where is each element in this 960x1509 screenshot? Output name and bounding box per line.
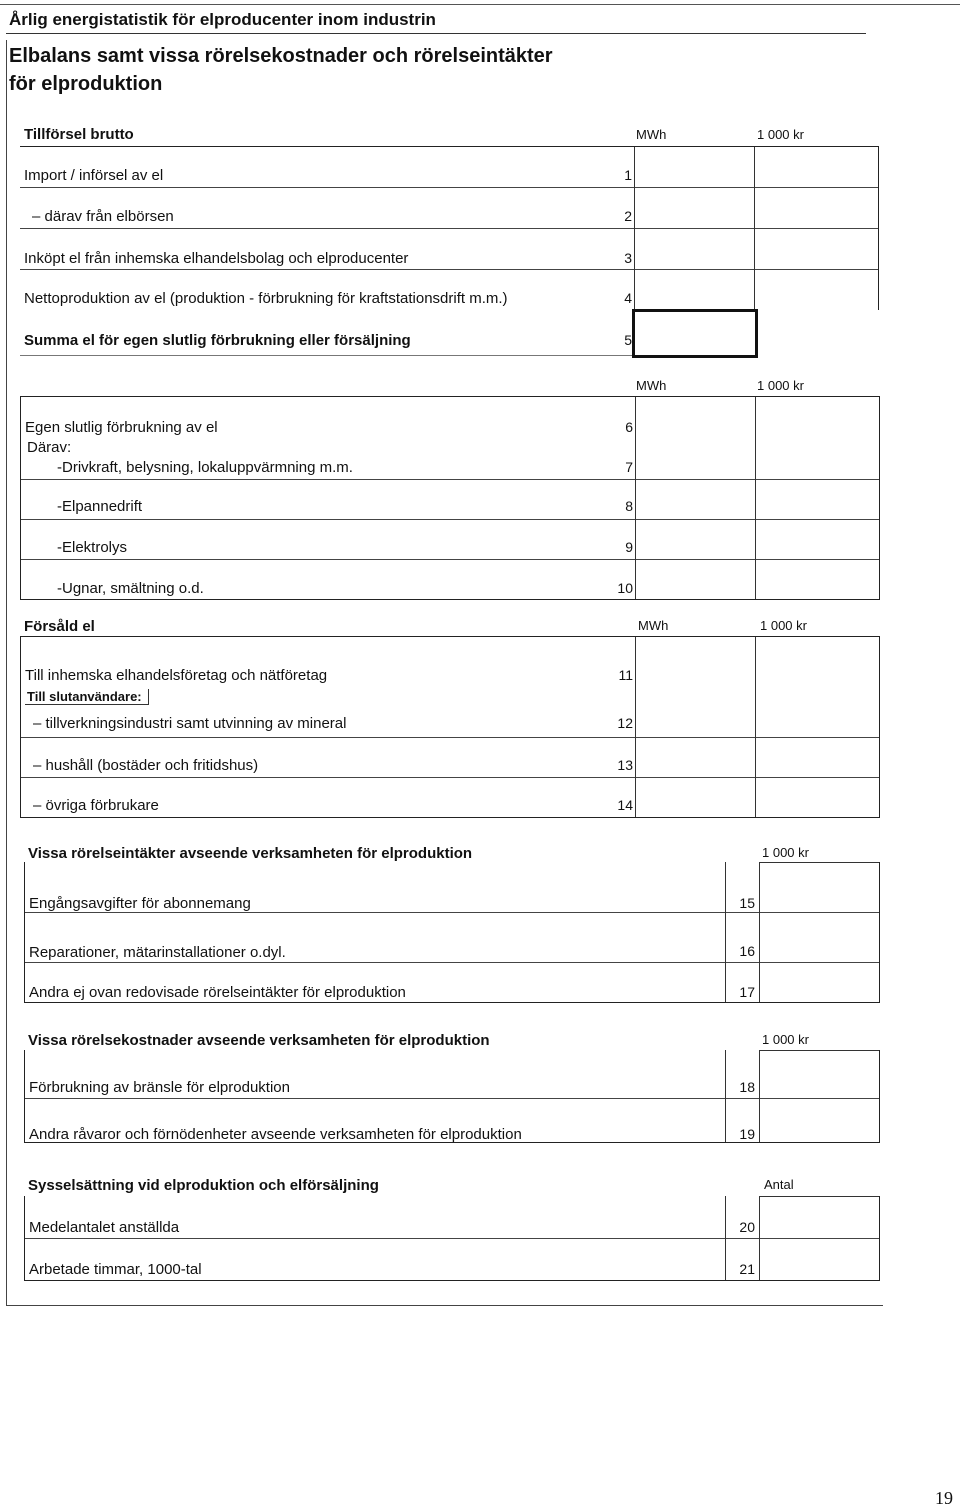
table-row bbox=[25, 1238, 879, 1281]
row-label: Reparationer, mätarinstallationer o.dyl. bbox=[29, 944, 286, 961]
costs-table bbox=[24, 1050, 880, 1143]
row-number: 15 bbox=[739, 895, 755, 911]
row-label: Engångsavgifter för abonnemang bbox=[29, 895, 251, 912]
employment-unit: Antal bbox=[764, 1177, 794, 1192]
section-sold-label: Försåld el bbox=[24, 618, 95, 635]
income-unit-kr: 1 000 kr bbox=[762, 845, 809, 860]
row-label: -Elektrolys bbox=[57, 539, 128, 556]
row-label: Andra ej ovan redovisade rörelseintäkter för elproduktion bbox=[29, 984, 406, 1001]
row-number: 9 bbox=[625, 539, 633, 555]
column-divider bbox=[725, 862, 726, 1002]
document-title: Årlig energistatistik för elproducenter inom industrin bbox=[9, 10, 436, 29]
row-number: 16 bbox=[739, 943, 755, 959]
row-number: 10 bbox=[617, 580, 633, 596]
row-number: 8 bbox=[625, 498, 633, 514]
supply-table bbox=[20, 146, 879, 310]
row-number: 19 bbox=[739, 1126, 755, 1142]
row-number: 1 bbox=[624, 167, 632, 183]
row-number: 2 bbox=[624, 208, 632, 224]
row-label: Inköpt el från inhemska elhandelsbolag och elproducenter bbox=[24, 250, 409, 267]
consumption-unit-kr: 1 000 kr bbox=[757, 378, 804, 393]
slutanvandare-label: Till slutanvändare: bbox=[25, 689, 149, 705]
sold-table bbox=[20, 636, 880, 818]
costs-unit-kr: 1 000 kr bbox=[762, 1032, 809, 1047]
sold-kr-input[interactable] bbox=[756, 637, 878, 817]
daerav-label: Därav: bbox=[27, 439, 72, 456]
supply-mwh-input[interactable] bbox=[635, 147, 754, 310]
sold-unit-kr: 1 000 kr bbox=[760, 618, 807, 633]
consumption-table bbox=[20, 396, 880, 600]
table-row bbox=[25, 1098, 879, 1143]
table-row bbox=[25, 862, 879, 912]
table-row bbox=[25, 912, 879, 963]
title-rule bbox=[6, 33, 866, 34]
row-number: 7 bbox=[625, 459, 633, 475]
supply-total-input[interactable] bbox=[632, 309, 758, 358]
income-kr-input[interactable] bbox=[760, 862, 878, 1002]
page-number: 19 bbox=[935, 1488, 953, 1508]
table-row bbox=[25, 1050, 879, 1098]
row-label: Förbrukning av bränsle för elproduktion bbox=[29, 1079, 290, 1096]
row-number: 6 bbox=[625, 419, 633, 435]
row-number: 12 bbox=[617, 715, 633, 731]
row-label: Andra råvaror och förnödenheter avseende verksamheten för elproduktion bbox=[29, 1126, 522, 1143]
row-number: 17 bbox=[739, 984, 755, 1000]
employment-count-input[interactable] bbox=[760, 1196, 878, 1280]
income-table bbox=[24, 862, 880, 1003]
row-label: – övriga förbrukare bbox=[33, 797, 159, 814]
costs-kr-input[interactable] bbox=[760, 1050, 878, 1142]
column-divider bbox=[725, 1050, 726, 1142]
row-number: 13 bbox=[617, 757, 633, 773]
row-label: -Elpannedrift bbox=[57, 498, 143, 515]
section-income-label: Vissa rörelseintäkter avseende verksamheten för elproduktion bbox=[28, 845, 473, 862]
row-rule bbox=[20, 355, 634, 356]
supply-kr-input[interactable] bbox=[755, 147, 877, 310]
form-heading-line2: för elproduktion bbox=[9, 73, 163, 95]
consumption-mwh-input[interactable] bbox=[636, 397, 755, 599]
row-number: 18 bbox=[739, 1079, 755, 1095]
row-label: – därav från elbörsen bbox=[32, 208, 174, 225]
row-label: – hushåll (bostäder och fritidshus) bbox=[33, 757, 259, 774]
row-label: Import / införsel av el bbox=[24, 167, 164, 184]
row-label: Egen slutlig förbrukning av el bbox=[25, 419, 218, 436]
section-supply-unit-kr: 1 000 kr bbox=[757, 127, 804, 142]
row-label: -Ugnar, smältning o.d. bbox=[57, 580, 204, 597]
row-label: Nettoproduktion av el (produktion - förbrukning för kraftstationsdrift m.m.) bbox=[24, 290, 508, 307]
supply-total-number: 5 bbox=[624, 332, 632, 348]
supply-total-label: Summa el för egen slutlig förbrukning eller försäljning bbox=[24, 332, 411, 349]
table-row bbox=[25, 962, 879, 1003]
row-number: 11 bbox=[618, 667, 633, 683]
sold-unit-mwh: MWh bbox=[638, 618, 669, 633]
form-heading-line1: Elbalans samt vissa rörelsekostnader och rörelseintäkter bbox=[9, 45, 553, 67]
employment-table bbox=[24, 1196, 880, 1281]
section-costs-label: Vissa rörelsekostnader avseende verksamheten för elproduktion bbox=[28, 1032, 490, 1049]
row-number: 21 bbox=[739, 1261, 755, 1277]
top-rule bbox=[0, 4, 960, 5]
section-supply-label: Tillförsel brutto bbox=[24, 126, 134, 143]
row-label: Medelantalet anställda bbox=[29, 1219, 180, 1236]
row-number: 4 bbox=[624, 290, 632, 306]
row-number: 14 bbox=[617, 797, 633, 813]
row-number: 20 bbox=[739, 1219, 755, 1235]
row-label: Till inhemska elhandelsföretag och nätföretag bbox=[25, 667, 328, 684]
column-divider bbox=[725, 1196, 726, 1280]
section-employment-label: Sysselsättning vid elproduktion och elförsäljning bbox=[28, 1177, 379, 1194]
consumption-kr-input[interactable] bbox=[756, 397, 878, 599]
row-label: -Drivkraft, belysning, lokaluppvärmning m.m. bbox=[57, 459, 353, 476]
row-number: 3 bbox=[624, 250, 632, 266]
table-row bbox=[25, 1196, 879, 1238]
section-supply-unit-mwh: MWh bbox=[636, 127, 667, 142]
sold-mwh-input[interactable] bbox=[636, 637, 755, 817]
row-label: – tillverkningsindustri samt utvinning av mineral bbox=[33, 715, 347, 732]
row-label: Arbetade timmar, 1000-tal bbox=[29, 1261, 202, 1278]
consumption-unit-mwh: MWh bbox=[636, 378, 667, 393]
